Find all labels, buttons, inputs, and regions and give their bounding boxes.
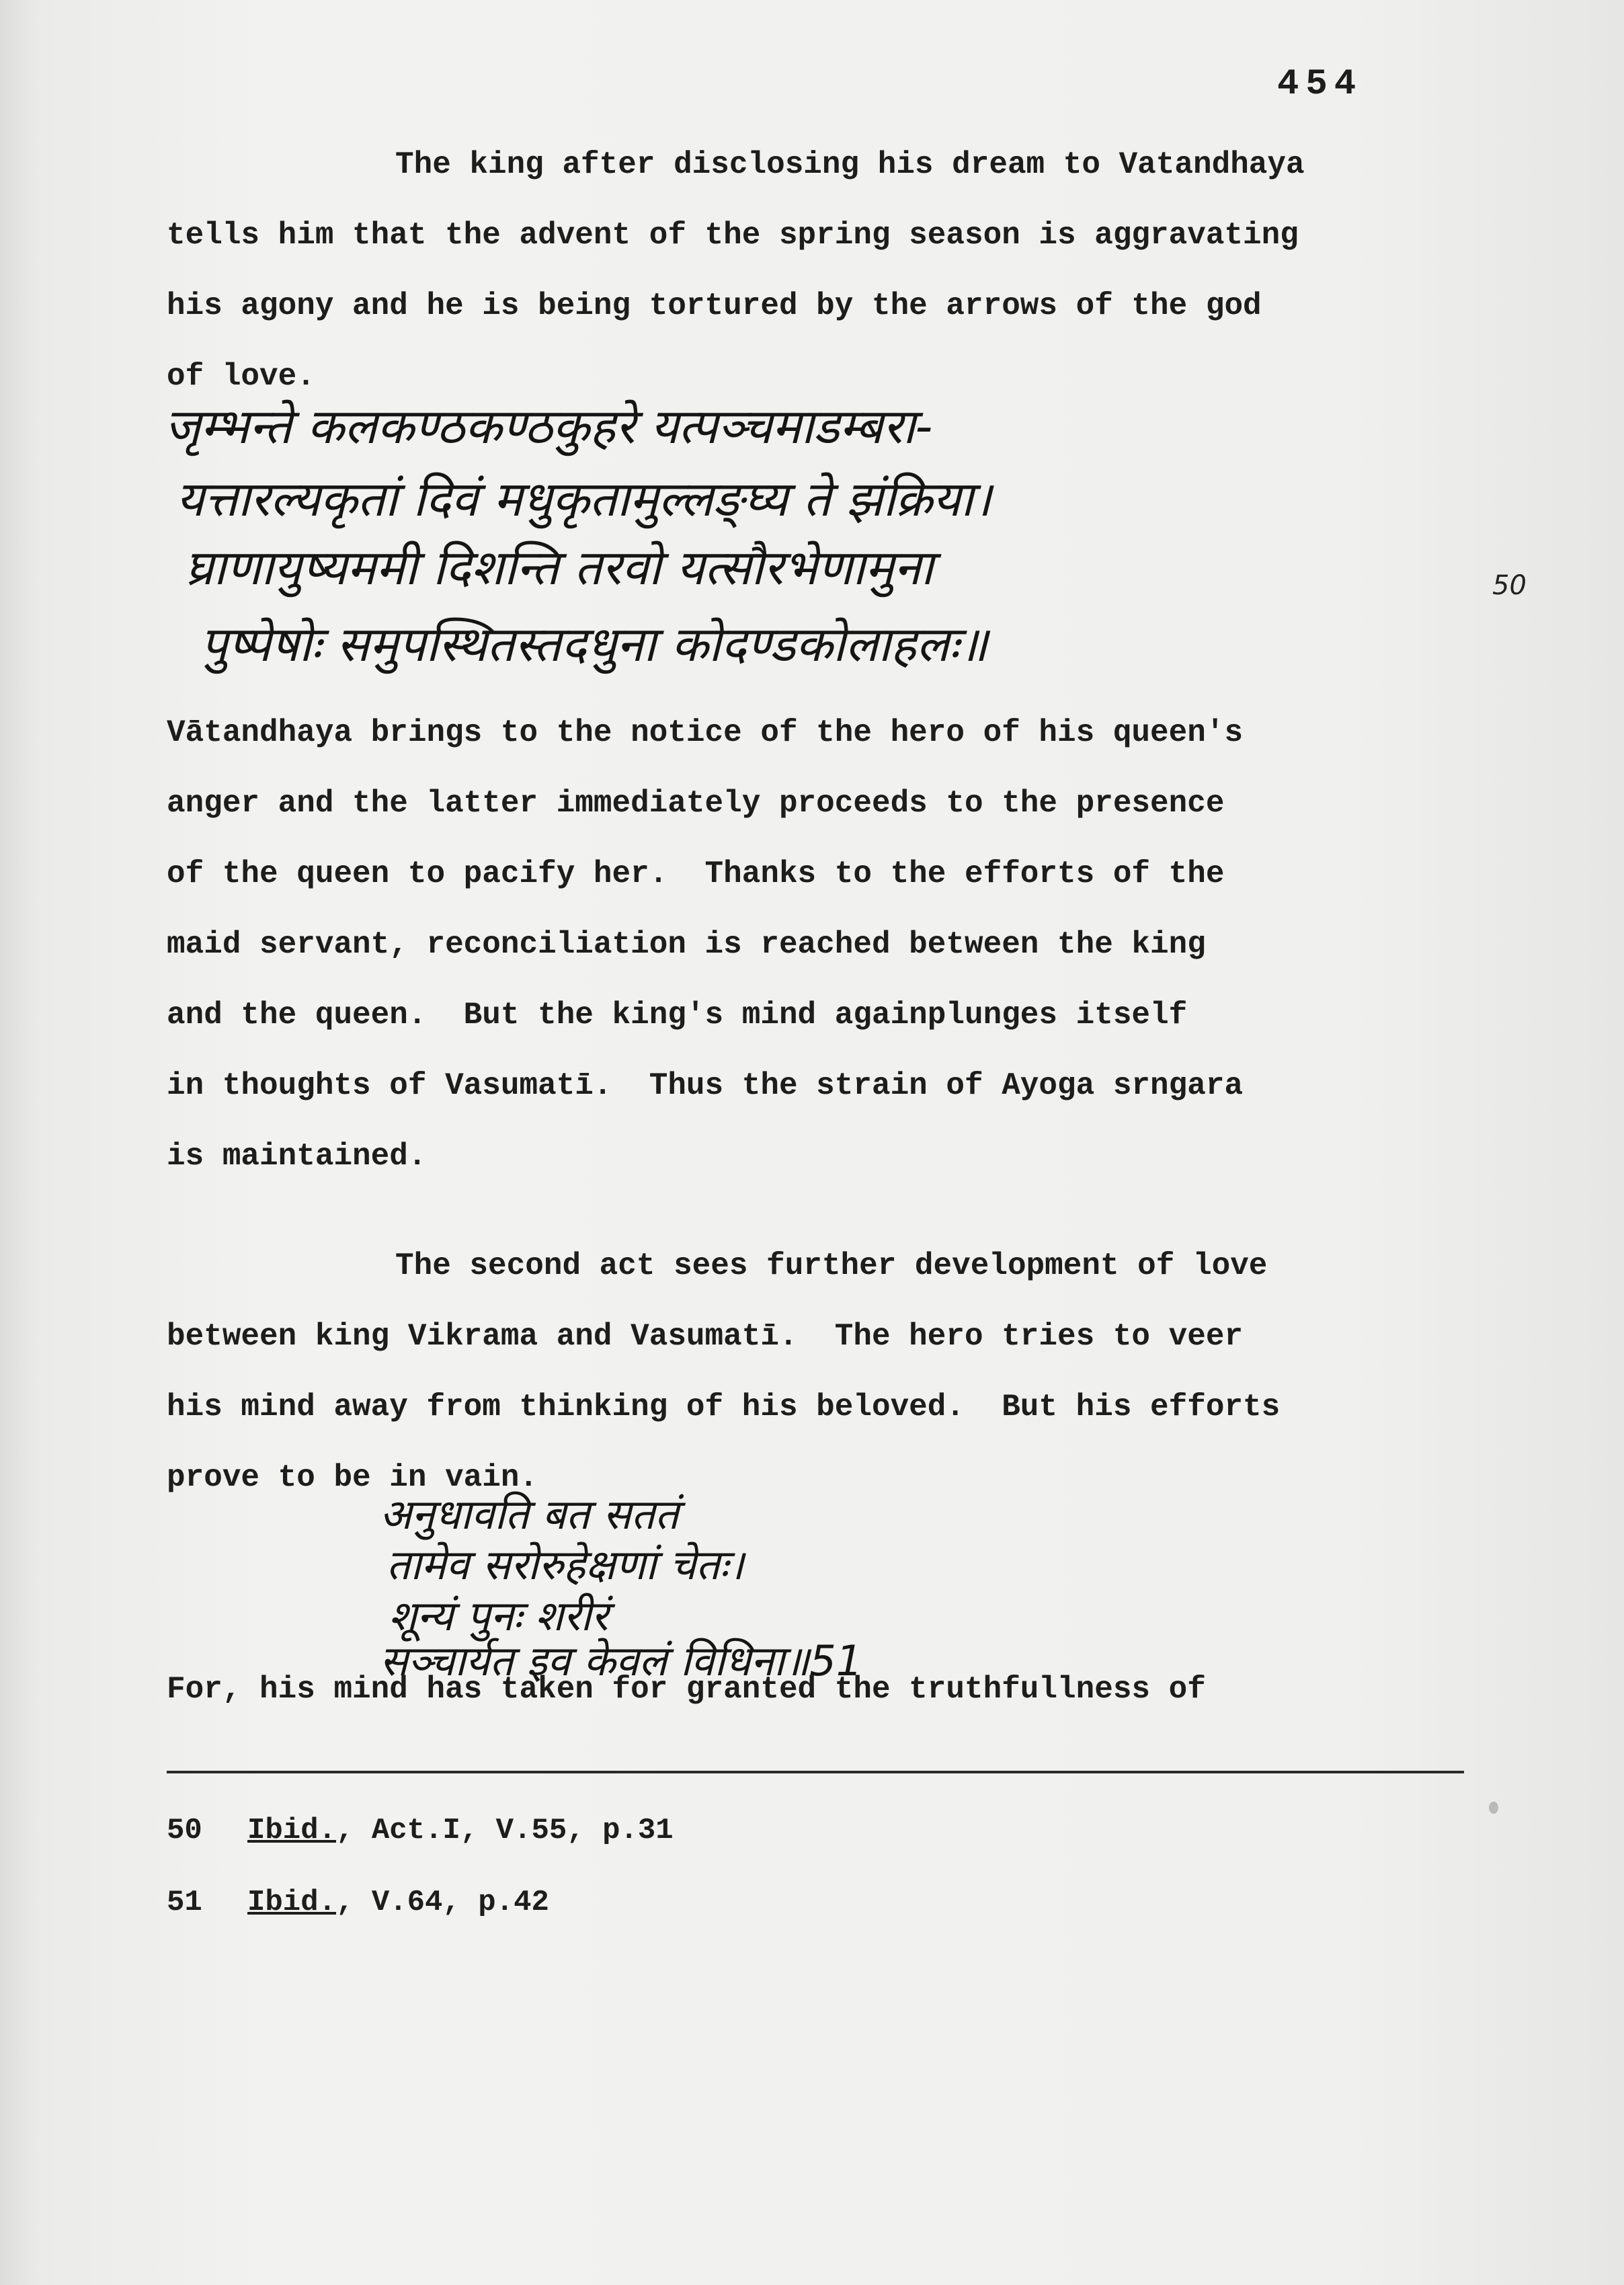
footnote-separator	[167, 1771, 1464, 1773]
paragraph-line: his agony and he is being tortured by the arrows of the god	[167, 288, 1262, 323]
footnote-ibid: Ibid.	[247, 1886, 337, 1919]
paragraph-line: maid servant, reconciliation is reached between the king	[167, 927, 1206, 962]
footnote-ibid: Ibid.	[247, 1814, 337, 1847]
paragraph-line: is maintained.	[167, 1139, 427, 1174]
footnote-text: , V.64, p.42	[336, 1886, 549, 1919]
footnote	[167, 1814, 674, 1847]
handwritten-verse-line: जृम्भन्ते कलकण्ठकण्ठकुहरे यत्पञ्चमाडम्बरा-	[165, 398, 933, 454]
paper-speck	[1489, 1802, 1498, 1814]
paragraph-line: For, his mind has taken for granted the truthfullness of	[167, 1672, 1206, 1707]
handwritten-verse-line: शून्यं पुनः शरीरं	[389, 1591, 608, 1640]
handwritten-verse-line: अनुधावति बत सततं	[380, 1490, 679, 1539]
footnote-number: 51	[167, 1886, 202, 1919]
handwritten-verse-line: सञ्चार्यत इव केवलं विधिना॥51	[380, 1636, 863, 1685]
handwritten-verse-line: यत्तारल्यकृतां दिवं मधुकृतामुल्लङ्घ्य ते झंक्रिया।	[176, 471, 992, 527]
paragraph-line: between king Vikrama and Vasumatī. The hero tries to veer	[167, 1319, 1244, 1354]
footnote-text: , Act.I, V.55, p.31	[336, 1814, 674, 1847]
paragraph-line: of the queen to pacify her. Thanks to the efforts of the	[167, 856, 1225, 891]
footnote-number: 50	[167, 1814, 202, 1847]
handwritten-verse-line: घ्राणायुष्यममी दिशन्ति तरवो यत्सौरभेणामुना	[185, 539, 934, 596]
paragraph-line: tells him that the advent of the spring season is aggravating	[167, 218, 1299, 253]
paragraph-line: The king after disclosing his dream to Vatandhaya	[395, 147, 1305, 182]
handwritten-verse-line: तामेव सरोरुहेक्षणां चेतः।	[387, 1540, 744, 1589]
handwritten-verse-line: पुष्पेषोः समुपस्थितस्तदधुना कोदण्डकोलाहलः॥	[200, 616, 988, 672]
paragraph-line: in thoughts of Vasumatī. Thus the strain of Ayoga srngara	[167, 1068, 1244, 1103]
verse-footnote-marker: 50	[1492, 570, 1527, 601]
paragraph-line: The second act sees further development of love	[395, 1248, 1268, 1283]
footnote	[167, 1886, 549, 1919]
paragraph-line: of love.	[167, 359, 315, 394]
paragraph-line: anger and the latter immediately proceeds to the presence	[167, 786, 1225, 821]
paragraph-line: and the queen. But the king's mind againplunges itself	[167, 998, 1188, 1033]
page-number: 454	[1277, 64, 1363, 105]
paragraph-line: prove to be in vain.	[167, 1460, 538, 1495]
paragraph-line: Vātandhaya brings to the notice of the hero of his queen's	[167, 715, 1244, 750]
paragraph-line: his mind away from thinking of his beloved. But his efforts	[167, 1390, 1281, 1425]
